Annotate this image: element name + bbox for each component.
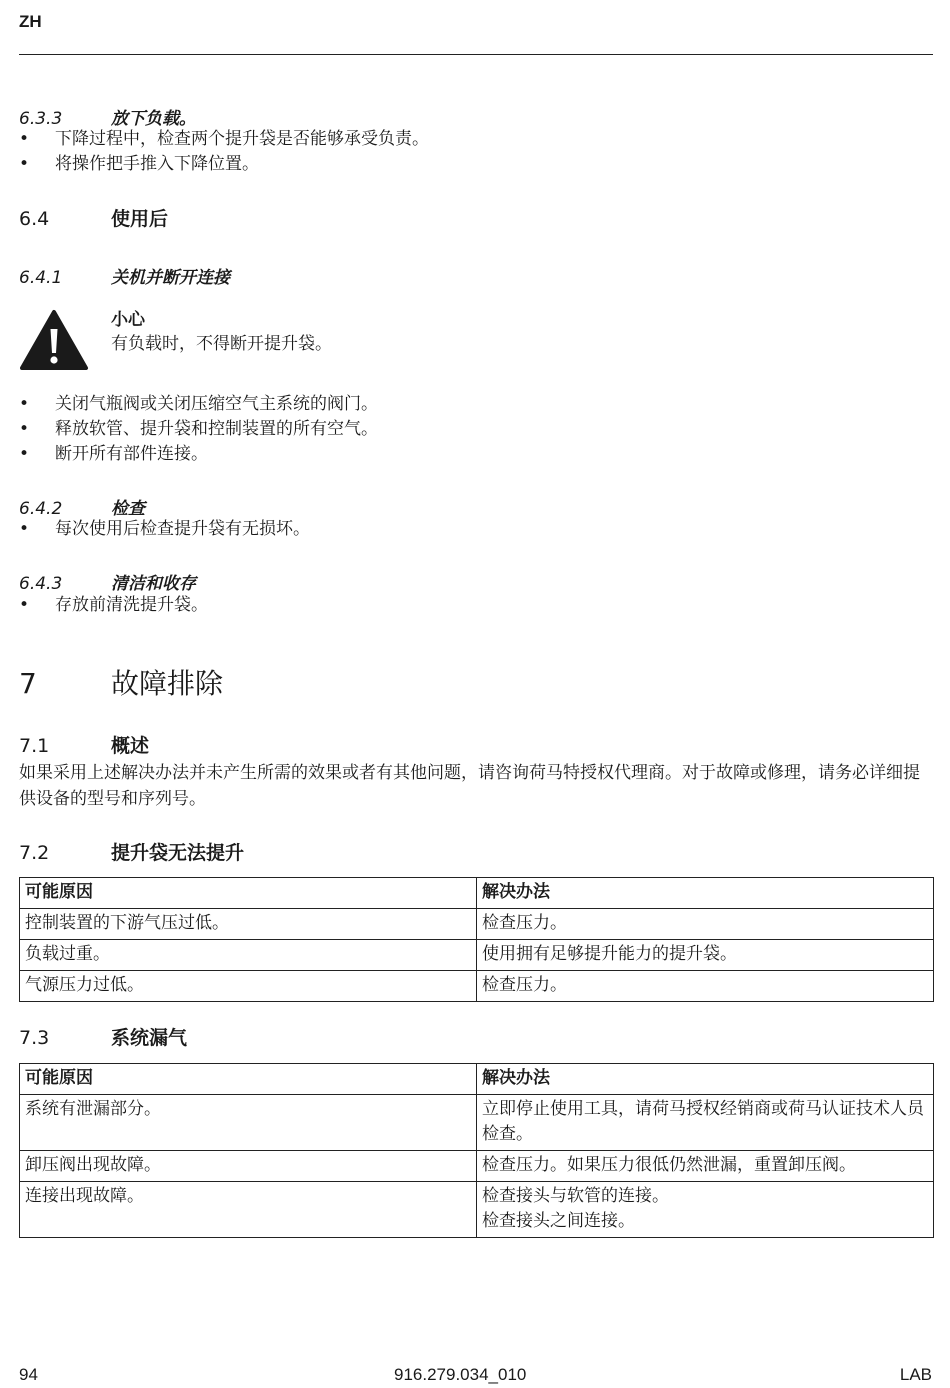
heading-number: 7.1 <box>19 735 50 757</box>
heading-number: 6.4.1 <box>19 268 63 288</box>
list-item: • 断开所有部件连接。 <box>19 442 378 467</box>
solution-cell: 立即停止使用工具，请荷马授权经销商或荷马认证技术人员检查。 <box>477 1095 934 1151</box>
heading-number: 7 <box>19 667 37 700</box>
list-item: • 每次使用后检查提升袋有无损坏。 <box>19 517 310 542</box>
table-row <box>20 940 934 971</box>
heading-title: 提升袋无法提升 <box>111 842 245 864</box>
heading-number: 6.4 <box>19 208 50 230</box>
heading-title: 故障排除 <box>111 667 224 700</box>
heading-6-3-3 <box>19 104 196 129</box>
header-rule <box>19 54 933 55</box>
bullet-list-6-4-2 <box>19 517 310 542</box>
table-row <box>20 1151 934 1182</box>
heading-7-1 <box>19 731 149 758</box>
table-header-row <box>20 878 934 909</box>
heading-title: 系统漏气 <box>111 1027 188 1049</box>
heading-title: 检查 <box>111 499 145 519</box>
cause-cell: 负载过重。 <box>20 940 477 971</box>
cause-cell: 卸压阀出现故障。 <box>20 1151 477 1182</box>
list-item: • 将操作把手推入下降位置。 <box>19 152 429 177</box>
list-item: • 释放软管、提升袋和控制装置的所有空气。 <box>19 417 378 442</box>
bullet-list-6-3-3 <box>19 127 429 177</box>
heading-6-4-3 <box>19 569 196 594</box>
heading-title: 使用后 <box>111 208 169 230</box>
heading-title: 清洁和收存 <box>111 574 196 594</box>
cause-cell: 气源压力过低。 <box>20 971 477 1002</box>
column-header-cause: 可能原因 <box>20 1064 477 1095</box>
table-row <box>20 1182 934 1238</box>
caution-notice <box>19 305 519 375</box>
caution-title: 小心 <box>111 310 145 330</box>
solution-cell: 检查压力。 <box>477 909 934 940</box>
list-item: • 存放前清洗提升袋。 <box>19 593 208 618</box>
column-header-cause: 可能原因 <box>20 878 477 909</box>
table-row <box>20 971 934 1002</box>
footer-doc-number: 916.279.034_010 <box>394 1365 527 1384</box>
troubleshooting-table-no-lift <box>19 877 934 1002</box>
header-language: ZH <box>19 12 42 31</box>
heading-title: 放下负载。 <box>111 109 196 129</box>
footer-product: LAB <box>899 1365 932 1384</box>
heading-number: 6.4.2 <box>19 499 63 519</box>
heading-7-3 <box>19 1023 187 1050</box>
column-header-solution: 解决办法 <box>477 1064 934 1095</box>
troubleshooting-table-leak <box>19 1063 934 1238</box>
bullet-list-6-4-3 <box>19 593 208 618</box>
solution-cell <box>477 1182 934 1238</box>
solution-cell: 检查压力。如果压力很低仍然泄漏，重置卸压阀。 <box>477 1151 934 1182</box>
solution-cell: 使用拥有足够提升能力的提升袋。 <box>477 940 934 971</box>
footer-page-number: 94 <box>19 1365 38 1384</box>
overview-paragraph: 如果采用上述解决办法并未产生所需的效果或者有其他问题，请咨询荷马特授权代理商。对于故障或修理，请务必详细提供设备的型号和序列号。 <box>19 763 920 809</box>
table-header-row <box>20 1064 934 1095</box>
heading-number: 6.4.3 <box>19 574 63 594</box>
list-item: • 关闭气瓶阀或关闭压缩空气主系统的阀门。 <box>19 392 378 417</box>
bullet-list-6-4-1 <box>19 392 378 467</box>
heading-7-2 <box>19 838 244 865</box>
heading-title: 概述 <box>111 735 150 757</box>
table-row <box>20 1095 934 1151</box>
heading-title: 关机并断开连接 <box>111 268 230 288</box>
heading-6-4-2 <box>19 494 145 519</box>
heading-number: 7.2 <box>19 842 50 864</box>
caution-text: 有负载时，不得断开提升袋。 <box>111 334 332 354</box>
heading-6-4-1 <box>19 263 230 288</box>
heading-7 <box>19 662 223 702</box>
heading-6-4 <box>19 204 168 231</box>
column-header-solution: 解决办法 <box>477 878 934 909</box>
cause-cell: 控制装置的下游气压过低。 <box>20 909 477 940</box>
solution-line: 检查接头之间连接。 <box>482 1211 635 1231</box>
cause-cell: 系统有泄漏部分。 <box>20 1095 477 1151</box>
warning-triangle-icon <box>19 309 89 371</box>
cause-cell: 连接出现故障。 <box>20 1182 477 1238</box>
table-row <box>20 909 934 940</box>
heading-number: 7.3 <box>19 1027 50 1049</box>
list-item: • 下降过程中，检查两个提升袋是否能够承受负责。 <box>19 127 429 152</box>
heading-number: 6.3.3 <box>19 109 63 129</box>
solution-line: 检查接头与软管的连接。 <box>482 1186 669 1206</box>
solution-cell: 检查压力。 <box>477 971 934 1002</box>
